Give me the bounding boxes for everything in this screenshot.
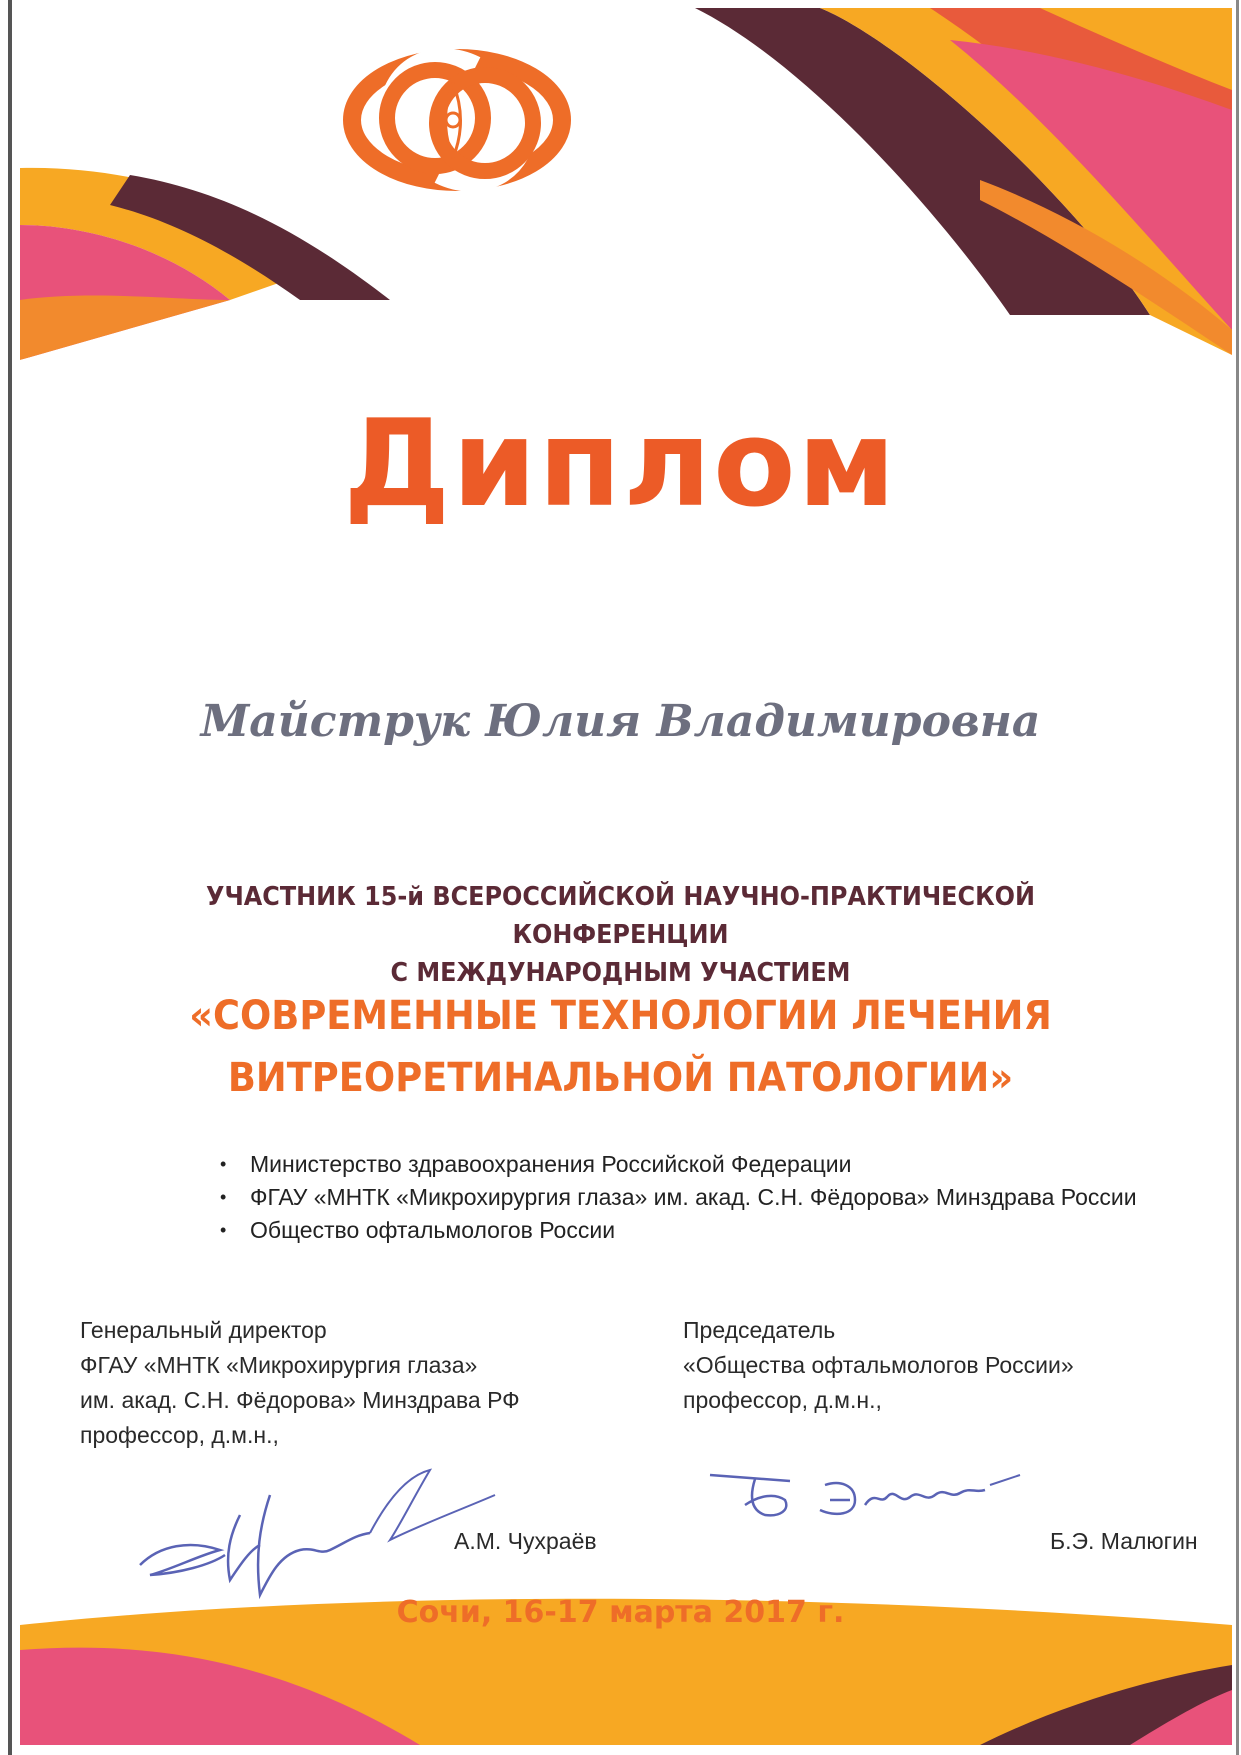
right-signatory-line: Председатель [683, 1317, 836, 1343]
left-signatory-line: профессор, д.м.н., [80, 1422, 279, 1448]
left-signature [130, 1455, 500, 1605]
conference-logo [335, 28, 580, 198]
participant-line-2: С МЕЖДУНАРОДНЫМ УЧАСТИЕМ [390, 958, 851, 988]
left-signatory-line: Генеральный директор [80, 1317, 327, 1343]
conference-title [86, 985, 1154, 1109]
left-signatory-line: ФГАУ «МНТК «Микрохирургия глаза» [80, 1352, 478, 1378]
left-signatory-line: им. акад. С.Н. Фёдорова» Минздрава РФ [80, 1387, 520, 1413]
diploma-title: Диплом [343, 395, 898, 534]
organizer-item: • ФГАУ «МНТК «Микрохирургия глаза» им. акад. С.Н. Фёдорова» Минздрава России [220, 1181, 1180, 1214]
right-signatory-title [683, 1313, 1074, 1418]
left-signatory-name: А.М. Чухраёв [454, 1528, 597, 1554]
participant-line-1: УЧАСТНИК 15-й ВСЕРОССИЙСКОЙ НАУЧНО-ПРАКТИЧЕСКОЙ КОНФЕРЕНЦИИ [206, 882, 1035, 950]
conference-line-2: ВИТРЕОРЕТИНАЛЬНОЙ ПАТОЛОГИИ» [227, 1055, 1014, 1101]
right-signatory-line: «Общества офтальмологов России» [683, 1352, 1074, 1378]
right-signatory-line: профессор, д.м.н., [683, 1387, 882, 1413]
organizer-item: • Общество офтальмологов России [220, 1214, 1180, 1247]
left-signatory-title [80, 1313, 520, 1453]
conference-line-1: «СОВРЕМЕННЫЕ ТЕХНОЛОГИИ ЛЕЧЕНИЯ [189, 993, 1052, 1039]
city-date: Сочи, 16-17 марта 2017 г. [396, 1595, 845, 1630]
scan-border-left [8, 0, 12, 1755]
right-signatory-name: Б.Э. Малюгин [1050, 1528, 1198, 1554]
organizers-list [220, 1148, 1180, 1247]
scan-border-right [1236, 0, 1239, 1755]
right-signature [705, 1455, 1025, 1545]
organizer-item: • Министерство здравоохранения Российской Федерации [220, 1148, 1180, 1181]
participant-heading [105, 878, 1136, 992]
recipient-name: Майструк Юлия Владимировна [200, 696, 1041, 747]
